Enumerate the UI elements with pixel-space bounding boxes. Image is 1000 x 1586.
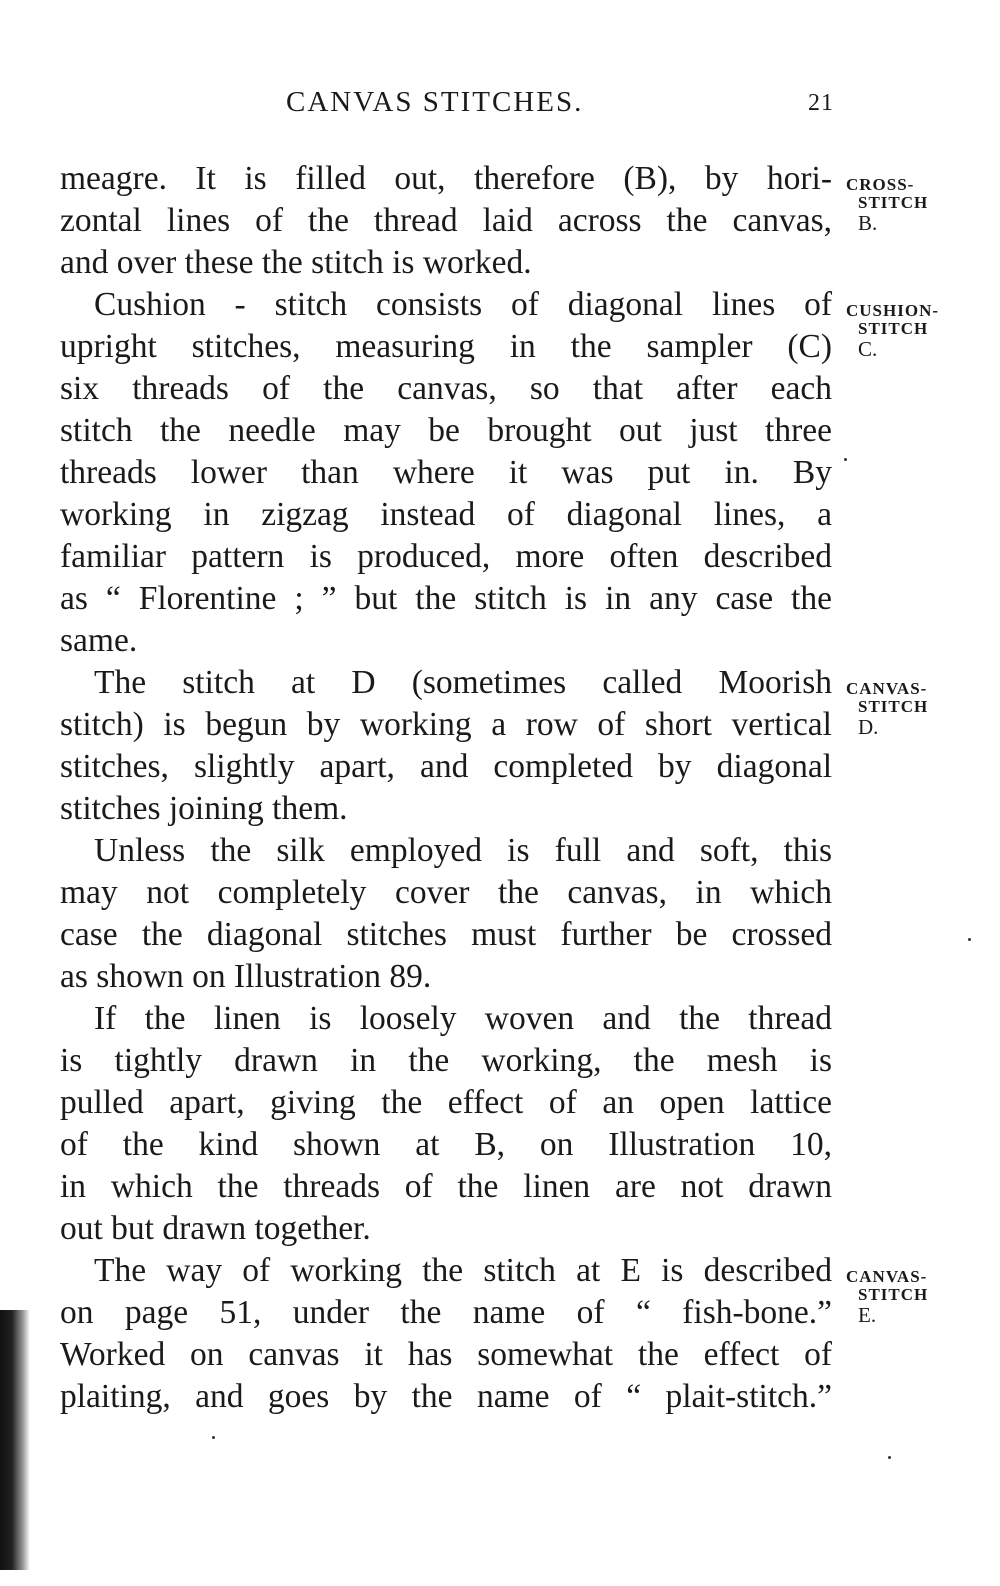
side-note-sub: STITCH (858, 1285, 929, 1304)
text-line: six threads of the canvas, so that after each (60, 370, 832, 407)
side-note-title: CANVAS- (846, 1267, 928, 1286)
text-line: and over these the stitch is worked. (60, 244, 532, 281)
text-line: as “ Florentine ; ” but the stitch is in any case the (60, 580, 832, 617)
text-line: stitches, slightly apart, and completed by diagonal (60, 748, 832, 785)
text-line: is tightly drawn in the working, the mesh is (60, 1042, 832, 1079)
text-line: stitches joining them. (60, 790, 348, 827)
side-note-letter: B. (858, 211, 878, 235)
text-line: threads lower than where it was put in. By (60, 454, 832, 491)
scan-edge-shadow (0, 1310, 30, 1570)
scan-speck (212, 1436, 215, 1439)
text-line: zontal lines of the thread laid across the canvas, (60, 202, 832, 239)
text-line: The way of working the stitch at E is described (94, 1252, 832, 1289)
text-line: as shown on Illustration 89. (60, 958, 432, 995)
side-note-canvas-stitch-e (846, 1268, 996, 1326)
scan-speck (888, 1456, 891, 1459)
text-line: may not completely cover the canvas, in which (60, 874, 832, 911)
text-line: The stitch at D (sometimes called Moorish (94, 664, 832, 701)
side-note-sub: STITCH (858, 193, 929, 212)
side-note-canvas-stitch-d (846, 680, 996, 738)
text-line: out but drawn together. (60, 1210, 371, 1247)
text-line: plaiting, and goes by the name of “ plait-stitch.” (60, 1378, 832, 1415)
scan-speck (968, 938, 971, 941)
text-line: stitch the needle may be brought out just three (60, 412, 832, 449)
text-line: stitch) is begun by working a row of short vertical (60, 706, 832, 743)
text-line: on page 51, under the name of “ fish-bone.” (60, 1294, 832, 1331)
text-line: If the linen is loosely woven and the thread (94, 1000, 832, 1037)
text-line: same. (60, 622, 138, 659)
text-line: case the diagonal stitches must further be crossed (60, 916, 832, 953)
scan-speck (844, 458, 847, 461)
side-note-cross-stitch (846, 176, 996, 234)
side-note-sub: STITCH (858, 319, 929, 338)
text-line: familiar pattern is produced, more often described (60, 538, 832, 575)
side-note-letter: E. (858, 1303, 877, 1327)
text-line: pulled apart, giving the effect of an open lattice (60, 1084, 832, 1121)
text-line: meagre. It is filled out, therefore (B), by hori- (60, 160, 832, 197)
side-note-title: CANVAS- (846, 679, 928, 698)
side-note-title: CUSHION- (846, 301, 940, 320)
text-line: Unless the silk employed is full and soft, this (94, 832, 832, 869)
page-header (0, 86, 1000, 126)
text-line: working in zigzag instead of diagonal lines, a (60, 496, 832, 533)
text-line: in which the threads of the linen are not drawn (60, 1168, 832, 1205)
text-line: of the kind shown at B, on Illustration 10, (60, 1126, 832, 1163)
text-line: Worked on canvas it has somewhat the effect of (60, 1336, 832, 1373)
text-line: Cushion - stitch consists of diagonal lines of (94, 286, 832, 323)
side-note-letter: D. (858, 715, 879, 739)
side-note-title: CROSS- (846, 175, 915, 194)
running-title: CANVAS STITCHES. (286, 86, 584, 118)
text-line: upright stitches, measuring in the sampler (C) (60, 328, 832, 365)
side-note-cushion-stitch (846, 302, 996, 360)
side-note-letter: C. (858, 337, 878, 361)
page-number: 21 (808, 90, 834, 116)
body-text (60, 158, 832, 1418)
side-note-sub: STITCH (858, 697, 929, 716)
